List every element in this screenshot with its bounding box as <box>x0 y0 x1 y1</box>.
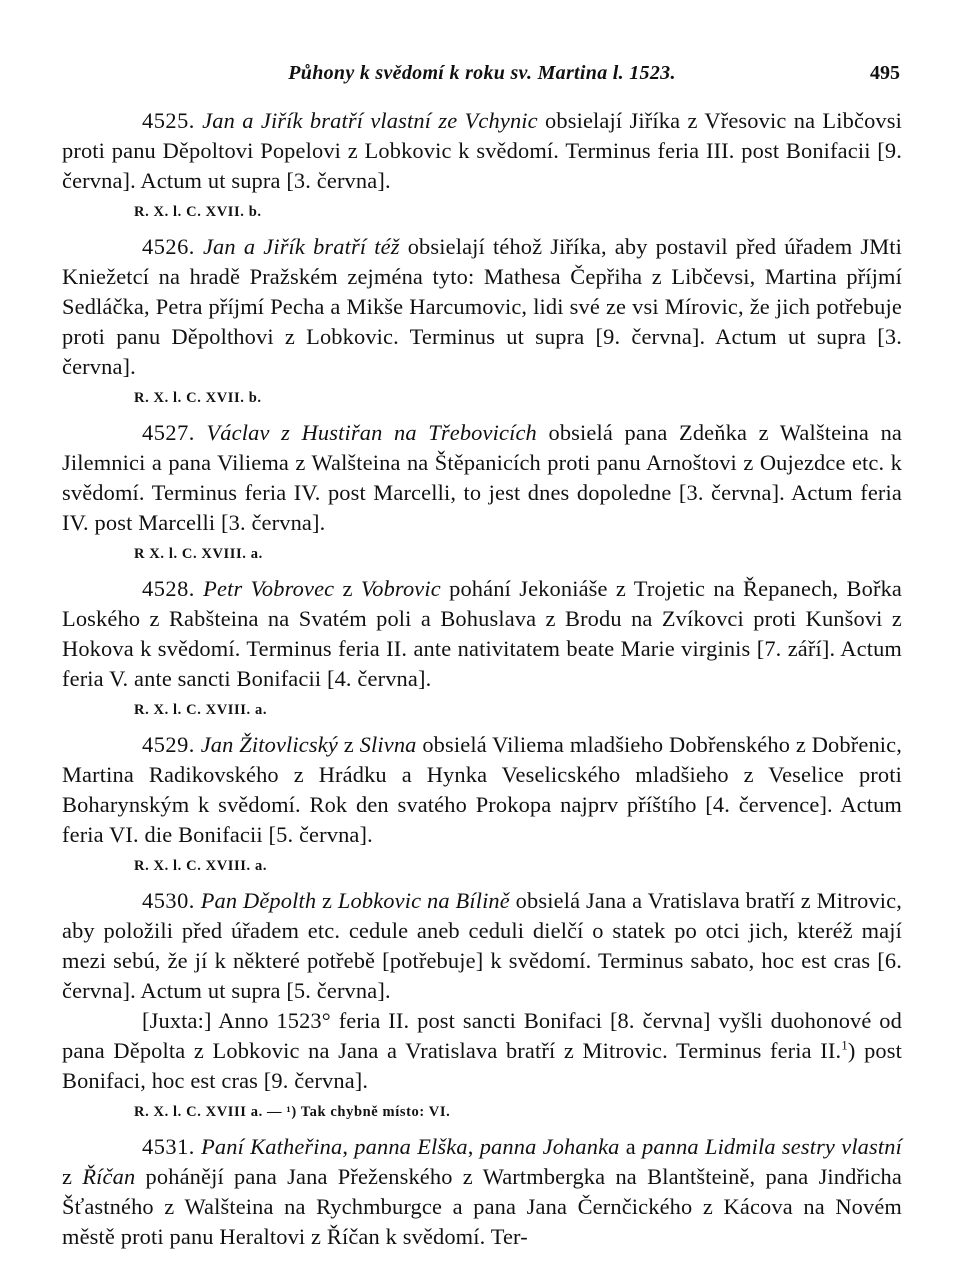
running-header <box>62 58 902 92</box>
entry-name-part: z <box>334 576 361 601</box>
continuation-text: ) post Bonifaci, hoc est cras [9. června]. <box>62 1038 903 1093</box>
entry-4528 <box>62 574 902 721</box>
entry-text: obsielá Jana a Vratislava bratří z Mitrovic, aby položili před úřadem etc. cedule aneb ceduli dielčí o statek po otci jich, kteréž mají mezi sebú, že jí k některé potřebě [potřebuje] k svědomí. Terminus sabato, hoc est cras [6. června]. Actum ut supra [5. června]. <box>62 888 902 1003</box>
entry-number: 4530. <box>142 888 195 913</box>
entry-reference: R. X. l. C. XVIII. a. <box>134 858 268 874</box>
entry-number: 4526. <box>142 234 195 259</box>
entry-name-part: panna Lidmila sestry vlastní <box>642 1134 902 1159</box>
entry-number: 4527. <box>142 420 195 445</box>
page-number: 495 <box>870 62 900 84</box>
entry-reference: R. X. l. C. XVII. b. <box>134 204 262 220</box>
entry-4525 <box>62 106 902 223</box>
entry-name-part: Říčan <box>82 1164 136 1189</box>
entry-names: Václav z Hustiřan na Třebovicích <box>206 420 537 445</box>
entry-name-part: , <box>342 1134 355 1159</box>
continuation-text: [Juxta:] Anno 1523° feria II. post sancti Bonifaci [8. června] vyšli duohonové od pana Děpolta z Lobkovic na Jana a Vratislava bratří z Mitrovic. Terminus feria II. <box>62 1008 902 1063</box>
entry-continuation <box>62 1006 902 1096</box>
entry-text: pohání Jekoniáše z Trojetic na Řepanech, Bořka Loského z Rabšteina na Svatém poli a Bohuslava z Brodu na Zvíkovci proti Kunšovi z Hokova k svědomí. Terminus feria II. ante nativitatem beate Marie virginis [7. září]. Actum feria V. ante sancti Bonifacii [4. června]. <box>62 576 903 691</box>
entry-name-part: z <box>337 732 360 757</box>
entry-4526 <box>62 232 902 409</box>
entry-4530 <box>62 886 902 1123</box>
entry-name-part: Lobkovic na Bílině <box>337 888 510 913</box>
entry-paragraph <box>62 886 902 1006</box>
document-page <box>62 58 902 1252</box>
entry-name-part: panna Johanka <box>479 1134 620 1159</box>
entry-paragraph <box>62 232 902 382</box>
entry-name-part: z <box>62 1164 83 1189</box>
entry-number: 4529. <box>142 732 195 757</box>
entry-paragraph <box>62 1132 902 1252</box>
entry-number: 4528. <box>142 576 195 601</box>
reference-text: R. X. l. C. XVIII a. <box>134 1104 263 1120</box>
entry-names: Jan a Jiřík bratří vlastní ze Vchynic <box>202 108 538 133</box>
entry-4531 <box>62 1132 902 1252</box>
entry-name-part: Vobrovic <box>360 576 441 601</box>
entry-number: 4525. <box>142 108 195 133</box>
entry-4527 <box>62 418 902 565</box>
entry-text: obsielá Viliema mladšieho Dobřenského z Dobřenic, Martina Radikovského z Hrádku a Hynka Veselicského mladšieho z Veselice proti Boharynským k svědomí. Rok den svatého Prokopa najprv příštího [4. července]. Actum feria VI. die Bonifacii [5. června]. <box>62 732 902 847</box>
entry-name-part: Paní Katheřina <box>201 1134 343 1159</box>
entry-paragraph <box>62 574 902 694</box>
entry-reference: R X. l. C. XVIII. a. <box>134 546 263 562</box>
entry-name-part: panna Elška <box>354 1134 468 1159</box>
entry-name-part: Pan Děpolth <box>200 888 317 913</box>
entry-reference: R. X. l. C. XVIII. a. <box>134 702 268 718</box>
entry-paragraph <box>62 418 902 538</box>
entry-reference <box>134 1101 902 1123</box>
entry-reference: R. X. l. C. XVII. b. <box>134 390 262 406</box>
entry-paragraph <box>62 730 902 850</box>
entry-text: obsielají Jiříka z Vřesovic na Libčovsi proti panu Děpoltovi Popelovi z Lobkovic k svědomí. Terminus feria III. post Bonifacii [9. června]. Actum ut supra [3. června]. <box>62 108 902 193</box>
entry-paragraph <box>62 106 902 196</box>
footnote-text: — ¹) Tak chybně místo: VI. <box>262 1104 451 1120</box>
entry-name-part: , <box>467 1134 480 1159</box>
entry-name-part: Petr Vobrovec <box>203 576 335 601</box>
entry-name-part: z <box>316 888 338 913</box>
entry-name-part: Slivna <box>359 732 417 757</box>
entry-text: obsielá pana Zdeňka z Walšteina na Jilemnici a pana Viliema z Walšteina na Štěpanicích proti panu Arnoštovi z Oujezdce etc. k svědomí. Terminus feria IV. post Marcelli, to jest dnes dopoledne [3. června]. Actum feria IV. post Marcelli [3. června]. <box>62 420 902 535</box>
running-title: Půhony k svědomí k roku sv. Martina l. 1523. <box>288 62 676 84</box>
entry-name-part: a <box>619 1134 643 1159</box>
entry-number: 4531. <box>142 1134 195 1159</box>
footnote-marker: 1 <box>841 1037 848 1053</box>
entry-4529 <box>62 730 902 877</box>
entry-names: Jan a Jiřík bratří též <box>202 234 400 259</box>
entry-text: pohánějí pana Jana Přeženského z Wartmbergka na Blantšteině, pana Jindřicha Šťastného z Walšteina na Rychmburgce a pana Jana Černčického z Kácova na Novém městě proti panu Heraltovi z Říčan k svědomí. Ter- <box>62 1164 902 1249</box>
entry-text: obsielají téhož Jiříka, aby postavil před úřadem JMti Kniežetcí na hradě Pražském zejména tyto: Mathesa Čepřiha z Libčevsi, Martina příjmí Sedláčka, Petra příjmí Pecha a Mikše Harcumovic, lidi své ze vsi Mírovic, že jich potřebuje proti panu Děpolthovi z Lobkovic. Terminus ut supra [9. června]. Actum ut supra [3. června]. <box>62 234 902 379</box>
entry-name-part: Jan Žitovlicský <box>200 732 338 757</box>
